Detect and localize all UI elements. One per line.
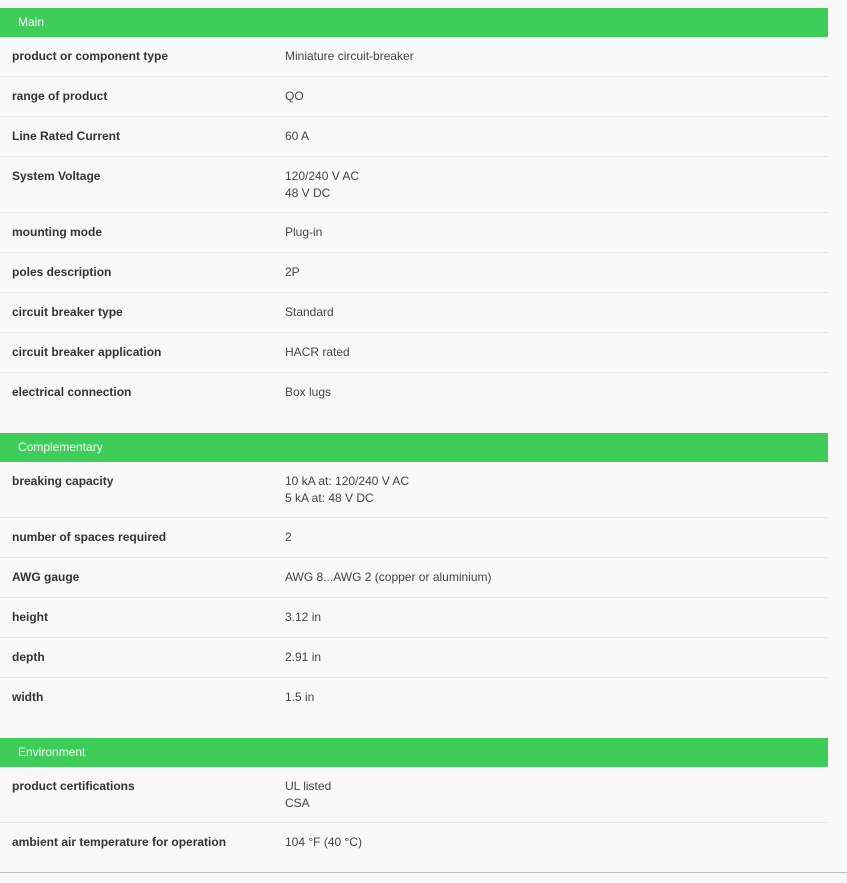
spec-label: circuit breaker application xyxy=(12,345,162,359)
spec-value xyxy=(285,373,828,413)
spec-value xyxy=(285,638,828,677)
spec-label: Line Rated Current xyxy=(12,129,121,143)
spec-value xyxy=(285,598,828,637)
spec-label: ambient air temperature for operation xyxy=(12,835,227,849)
spec-row xyxy=(0,558,828,598)
spec-label: number of spaces required xyxy=(12,530,167,544)
spec-value-line: 2.91 in xyxy=(285,650,322,664)
spec-row xyxy=(0,638,828,678)
spec-row xyxy=(0,823,828,863)
section-main xyxy=(0,8,828,413)
spec-label: electrical connection xyxy=(12,385,132,399)
spec-value xyxy=(285,117,828,156)
spec-row xyxy=(0,253,828,293)
spec-value xyxy=(285,767,828,822)
spec-label: breaking capacity xyxy=(12,474,114,488)
spec-row xyxy=(0,518,828,558)
spec-value xyxy=(285,462,828,517)
spec-row xyxy=(0,598,828,638)
spec-row xyxy=(0,333,828,373)
spec-value xyxy=(285,558,828,597)
spec-value-line: Box lugs xyxy=(285,385,332,399)
section-header-complementary: Complementary xyxy=(0,433,828,462)
spec-row xyxy=(0,678,828,718)
spec-value-line: 48 V DC xyxy=(285,186,331,200)
spec-value-line: Plug-in xyxy=(285,225,323,239)
spec-label: poles description xyxy=(12,265,112,279)
spec-value-line: Miniature circuit-breaker xyxy=(285,49,414,63)
spec-label: System Voltage xyxy=(12,169,101,183)
spec-value-line: AWG 8...AWG 2 (copper or aluminium) xyxy=(285,570,492,584)
spec-row xyxy=(0,293,828,333)
spec-value xyxy=(285,678,828,718)
spec-label: width xyxy=(12,690,44,704)
spec-sheet xyxy=(0,8,828,883)
section-environment xyxy=(0,738,828,863)
spec-value-line: 5 kA at: 48 V DC xyxy=(285,491,374,505)
spec-value-line: 120/240 V AC xyxy=(285,169,360,183)
spec-row xyxy=(0,213,828,253)
spec-row xyxy=(0,37,828,77)
spec-label: circuit breaker type xyxy=(12,305,123,319)
spec-value-line: HACR rated xyxy=(285,345,350,359)
spec-label: height xyxy=(12,610,48,624)
spec-label: range of product xyxy=(12,89,108,103)
spec-value-line: 2P xyxy=(285,265,300,279)
spec-value-line: 60 A xyxy=(285,129,310,143)
spec-value-line: CSA xyxy=(285,796,310,810)
spec-value-line: 1.5 in xyxy=(285,690,315,704)
spec-value xyxy=(285,518,828,557)
spec-row xyxy=(0,77,828,117)
spec-label: depth xyxy=(12,650,45,664)
spec-row xyxy=(0,373,828,413)
spec-value-line: 2 xyxy=(285,530,292,544)
spec-label: mounting mode xyxy=(12,225,102,239)
spec-value xyxy=(285,333,828,372)
section-header-main: Main xyxy=(0,8,828,37)
spec-row xyxy=(0,157,828,213)
spec-value-line: 3.12 in xyxy=(285,610,322,624)
spec-label: product or component type xyxy=(12,49,168,63)
spec-value xyxy=(285,37,828,76)
spec-value xyxy=(285,253,828,292)
spec-value-line: 10 kA at: 120/240 V AC xyxy=(285,474,410,488)
spec-row xyxy=(0,462,828,518)
spec-value xyxy=(285,213,828,252)
section-complementary xyxy=(0,433,828,718)
spec-value xyxy=(285,77,828,116)
spec-value xyxy=(285,157,828,212)
spec-value xyxy=(285,823,828,863)
spec-value-line: Standard xyxy=(285,305,334,319)
spec-label: product certifications xyxy=(12,779,135,793)
spec-value-line: UL listed xyxy=(285,779,332,793)
spec-row xyxy=(0,767,828,823)
spec-label: AWG gauge xyxy=(12,570,80,584)
spec-value-line: QO xyxy=(285,89,304,103)
spec-value xyxy=(285,293,828,332)
spec-value-line: 104 °F (40 °C) xyxy=(285,835,362,849)
spec-row xyxy=(0,117,828,157)
section-header-environment: Environment xyxy=(0,738,828,767)
